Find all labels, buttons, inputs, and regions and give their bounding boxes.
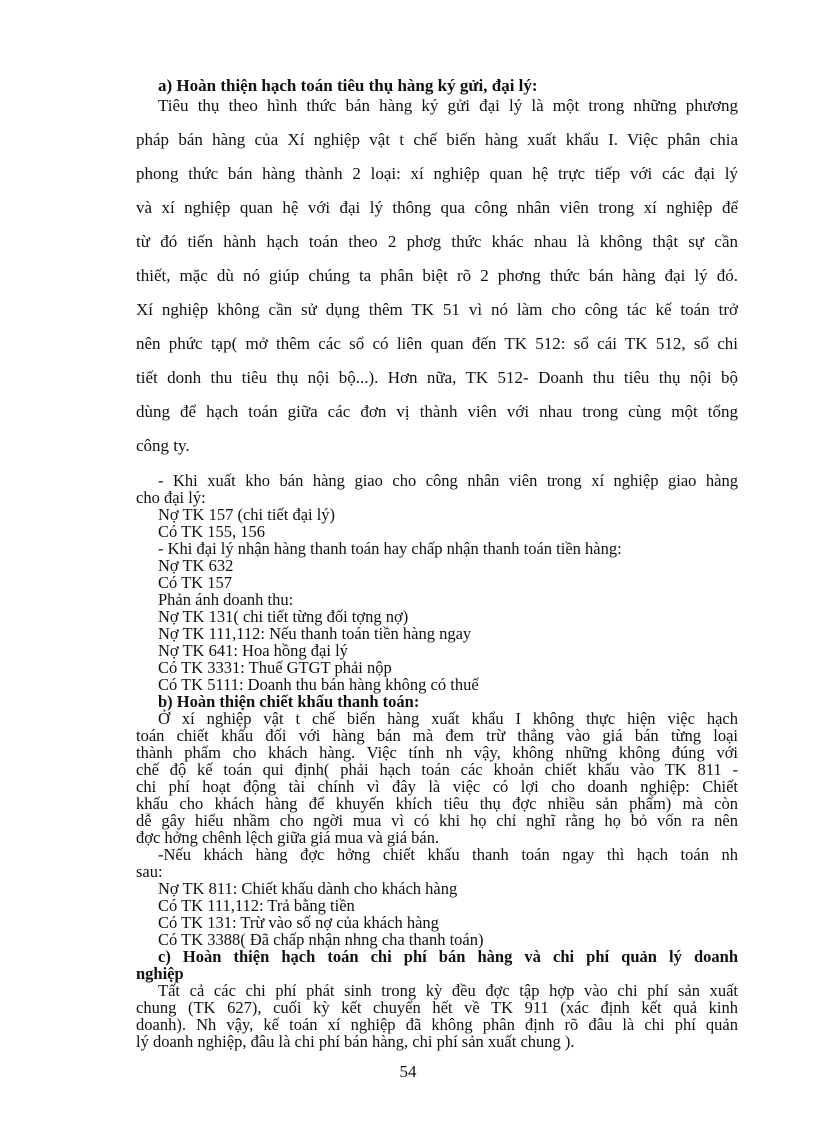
- section-b-line: toán chiết khấu đối với hàng bán mà đem trừ thẳng vào giá bán từng loại: [136, 726, 738, 745]
- section-b-line: Có TK 111,112: Trả bằng tiền: [158, 896, 355, 915]
- section-b-line: thành phẩm cho khách hàng. Việc tính nh vậy, không những không đúng với: [136, 743, 738, 762]
- section-a-line: và xí nghiệp quan hệ với đại lý thông qua công nhân viên trong xí nghiệp để: [136, 198, 738, 217]
- page-number: 54: [399, 1062, 417, 1081]
- section-a-line: Tiêu thụ theo hình thức bán hàng ký gửi đại lý là một trong những phương: [158, 96, 738, 115]
- section-c-line: chung (TK 627), cuối kỳ kết chuyển hết về TK 911 (xác định kết quả kinh: [136, 998, 738, 1017]
- section-c-line: lý doanh nghiệp, đâu là chi phí bán hàng, chi phí sản xuất chung ).: [136, 1032, 575, 1051]
- section-a-line: phong thức bán hàng thành 2 loại: xí nghiệp quan hệ trực tiếp với các đại lý: [136, 164, 738, 183]
- section-c-line: doanh). Nh vậy, kế toán xí nghiệp đã không phân định rõ đâu là chi phí quản: [136, 1015, 738, 1034]
- entry-line: Có TK 5111: Doanh thu bán hàng không có thuế: [158, 675, 479, 694]
- section-a-line: tiết donh thu tiêu thụ nội bộ...). Hơn nữa, TK 512- Doanh thu tiêu thụ nội bộ: [136, 368, 738, 387]
- section-b-line: chi phí hoạt động tài chính vì đây là việc có lợi cho doanh nghiệp: Chiết: [136, 777, 738, 796]
- section-b-heading: b) Hoàn thiện chiết khấu thanh toán:: [158, 692, 420, 711]
- section-a-line: dùng để hạch toán giữa các đơn vị thành viên với nhau trong cùng một tổng: [136, 402, 738, 421]
- section-b-line: Có TK 3388( Đã chấp nhận nhng cha thanh toán): [158, 930, 484, 949]
- section-c-line: Tất cả các chi phí phát sinh trong kỳ đều đợc tập hợp vào chi phí sản xuất: [158, 981, 738, 1000]
- entry-line: Phản ánh doanh thu:: [158, 590, 294, 609]
- section-b-line: dễ gây hiểu nhầm cho ngời mua vì có khi họ chỉ nghĩ rằng họ bỏ vốn ra nên: [136, 811, 738, 830]
- section-b-line: Nợ TK 811: Chiết khấu dành cho khách hàng: [158, 879, 458, 898]
- entry-line: Có TK 157: [158, 573, 232, 592]
- section-b-line: đợc hởng chênh lệch giữa giá mua và giá bán.: [136, 828, 440, 847]
- section-a-line: công ty.: [136, 436, 190, 455]
- section-a-line: pháp bán hàng của Xí nghiệp vật t chế biến hàng xuất khẩu I. Việc phân chia: [136, 130, 738, 149]
- section-a-line: nên phức tạp( mở thêm các sổ có liên quan đến TK 512: sổ cái TK 512, sổ chi: [136, 334, 738, 353]
- section-b-line: Có TK 131: Trừ vào số nợ của khách hàng: [158, 913, 439, 932]
- entry-line: - Khi đại lý nhận hàng thanh toán hay chấp nhận thanh toán tiền hàng:: [158, 539, 622, 558]
- section-b-line: -Nếu khách hàng đợc hởng chiết khấu thanh toán ngay thì hạch toán nh: [158, 845, 738, 864]
- section-a-line: từ đó tiến hành hạch toán theo 2 phơg thức khác nhau là không thật sự cần: [136, 232, 738, 251]
- section-b-line: Ở xí nghiệp vật t chế biến hàng xuất khẩu I không thực hiện việc hạch: [158, 709, 738, 728]
- section-a-heading: a) Hoàn thiện hạch toán tiêu thụ hàng ký gửi, đại lý:: [158, 76, 538, 95]
- entry-line: Nợ TK 111,112: Nếu thanh toán tiền hàng ngay: [158, 624, 472, 643]
- entry-line: Có TK 3331: Thuế GTGT phải nộp: [158, 658, 392, 677]
- entry-line: Nợ TK 131( chi tiết từng đối tợng nợ): [158, 607, 409, 626]
- entry-line: Nợ TK 632: [158, 556, 234, 575]
- section-a-line: Xí nghiệp không cần sử dụng thêm TK 51 vì nó làm cho công tác kế toán trở: [136, 300, 738, 319]
- entry-line: cho đại lý:: [136, 488, 206, 507]
- section-b-line: khấu cho khách hàng để khuyến khích tiêu thụ đợc nhiều sản phẩm) mà còn: [136, 794, 738, 813]
- entry-line: - Khi xuất kho bán hàng giao cho công nhân viên trong xí nghiệp giao hàng: [158, 471, 738, 490]
- entry-line: Có TK 155, 156: [158, 522, 265, 541]
- section-b-line: chế độ kế toán qui định( phải hạch toán các khoản chiết khấu vào TK 811 -: [136, 760, 738, 779]
- section-b-line: sau:: [136, 862, 163, 881]
- entry-line: Nợ TK 641: Hoa hồng đại lý: [158, 641, 348, 660]
- section-a-line: thiết, mặc dù nó giúp chúng ta phân biệt rõ 2 phơng thức bán hàng đại lý đó.: [136, 266, 738, 285]
- entry-line: Nợ TK 157 (chi tiết đại lý): [158, 505, 336, 524]
- section-c-heading: nghiệp: [136, 964, 184, 983]
- section-c-heading: c) Hoàn thiện hạch toán chi phí bán hàng và chi phí quản lý doanh: [158, 947, 738, 966]
